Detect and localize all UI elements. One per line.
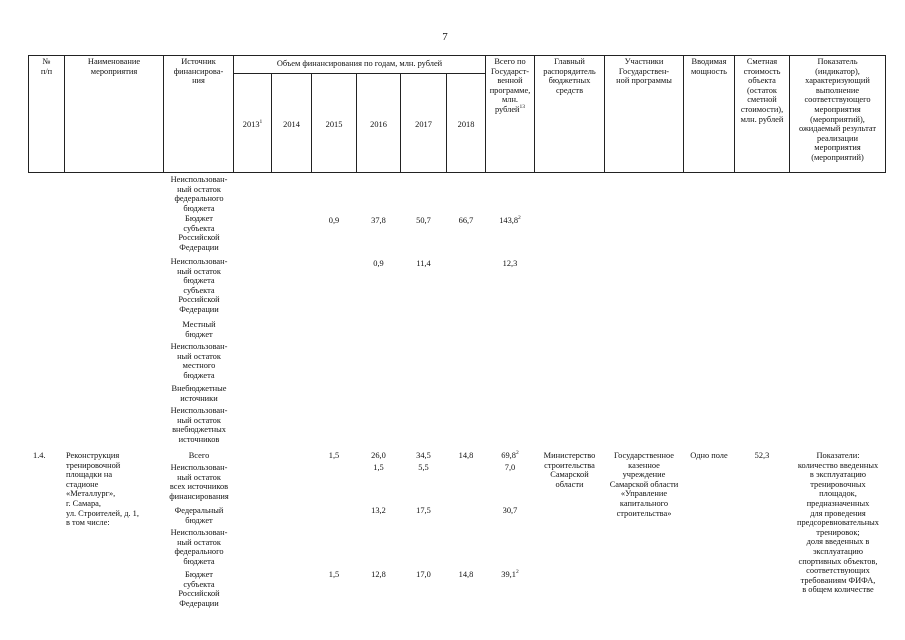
header-year-2014: 2014 <box>283 120 300 129</box>
header-year-2015: 2015 <box>325 120 343 129</box>
value-2015: 1,5 <box>328 570 340 579</box>
value-2018: 66,7 <box>458 216 474 225</box>
source-unused-local: Неиспользован- ный остаток местного бюджета <box>170 342 228 380</box>
value-2015: 0,9 <box>328 216 340 225</box>
source-subject-budget: Бюджет субъекта Российской Федерации <box>178 214 220 252</box>
value-2016: 12,8 <box>371 570 386 579</box>
header-year-2016: 2016 <box>370 120 387 129</box>
value-2016: 1,5 <box>373 463 384 472</box>
item-name: Реконструкция тренировочной площадки на стадионе «Металлург», г. Самара, ул. Строителей, д. 1, в том числе: <box>66 451 139 528</box>
value-2018: 14,8 <box>458 451 474 460</box>
value-total: 30,7 <box>502 506 518 515</box>
item-participants: Государственное казенное учреждение Самарской области «Управление капитального строительства» <box>609 451 679 518</box>
header-source: Источник финансирова- ния <box>173 57 224 86</box>
source-unused-federal: Неиспользован- ный остаток федерального бюджета <box>170 528 228 566</box>
source-total: Всего <box>188 451 210 460</box>
value-2017: 5,5 <box>418 463 429 472</box>
value-total: 69,8$^2$ <box>501 450 519 460</box>
header-volume: Объем финансирования по годам, млн. рублей <box>276 59 443 68</box>
value-2016: 37,8 <box>371 216 386 225</box>
item-manager: Министерство строительства Самарской области <box>543 451 596 489</box>
value-2016: 0,9 <box>373 259 384 268</box>
value-2017: 50,7 <box>416 216 431 225</box>
value-total: 143,8$^2$ <box>499 215 521 225</box>
value-2016: 26,0 <box>371 451 386 460</box>
value-2018: 14,8 <box>458 570 474 579</box>
page-number: 7 <box>442 31 448 43</box>
header-year-2017: 2017 <box>415 120 432 129</box>
value-total: 7,0 <box>504 463 516 472</box>
header-total: Всего по Государст- венной программе, млн. рублей$^{13}$ <box>489 57 531 114</box>
source-federal-budget: Федеральный бюджет <box>174 506 224 525</box>
item-capacity: Одно поле <box>690 451 728 460</box>
value-2017: 17,5 <box>416 506 431 515</box>
header-num: № п/п <box>40 57 53 76</box>
value-total: 39,1$^2$ <box>501 569 519 579</box>
value-2015: 1,5 <box>328 451 340 460</box>
source-subject-budget: Бюджет субъекта Российской Федерации <box>178 570 220 608</box>
header-year-2013: 2013$^1$ <box>242 119 263 129</box>
header-participants: Участники Государствен- ной программы <box>616 57 672 86</box>
header-estimated-cost: Сметная стоимость объекта (остаток сметной стоимости), млн. рублей <box>740 57 784 124</box>
header-indicator: Показатель (индикатор), характеризующий выполнение соответствующего мероприятия (мероприятий), ожидаемый результат реализации мероприятия (мероприятий) <box>798 57 876 162</box>
header-year-2018: 2018 <box>457 120 475 129</box>
value-2017: 34,5 <box>416 451 431 460</box>
source-local-budget: Местный бюджет <box>182 320 216 339</box>
item-estimated-cost: 52,3 <box>754 451 770 460</box>
header-manager: Главный распорядитель бюджетных средств <box>543 57 596 95</box>
source-extrabudget: Внебюджетные источники <box>171 384 227 403</box>
value-2017: 11,4 <box>416 259 431 268</box>
header-capacity: Вводимая мощность <box>690 57 727 76</box>
value-2016: 13,2 <box>371 506 386 515</box>
item-indicator: Показатели: количество введенных в эксплуатацию тренировочных площадок, предназначенных для проведения предсоревновательных тренировок; доля введенных в эксплуатацию спортивных объектов, соответствующих требованиям ФИФА, в общем количестве <box>797 451 879 595</box>
value-total: 12,3 <box>502 259 518 268</box>
item-number: 1.4. <box>33 451 46 460</box>
header-name: Наименование мероприятия <box>87 57 141 76</box>
value-2017: 17,0 <box>416 570 431 579</box>
source-unused-federal: Неиспользован- ный остаток федерального бюджета <box>170 175 228 213</box>
source-unused-subject: Неиспользован- ный остаток бюджета субъекта Российской Федерации <box>170 257 228 314</box>
source-unused-extra: Неиспользован- ный остаток внебюджетных источников <box>170 406 228 444</box>
source-unused-all: Неиспользован- ный остаток всех источников финансирования <box>169 463 229 501</box>
